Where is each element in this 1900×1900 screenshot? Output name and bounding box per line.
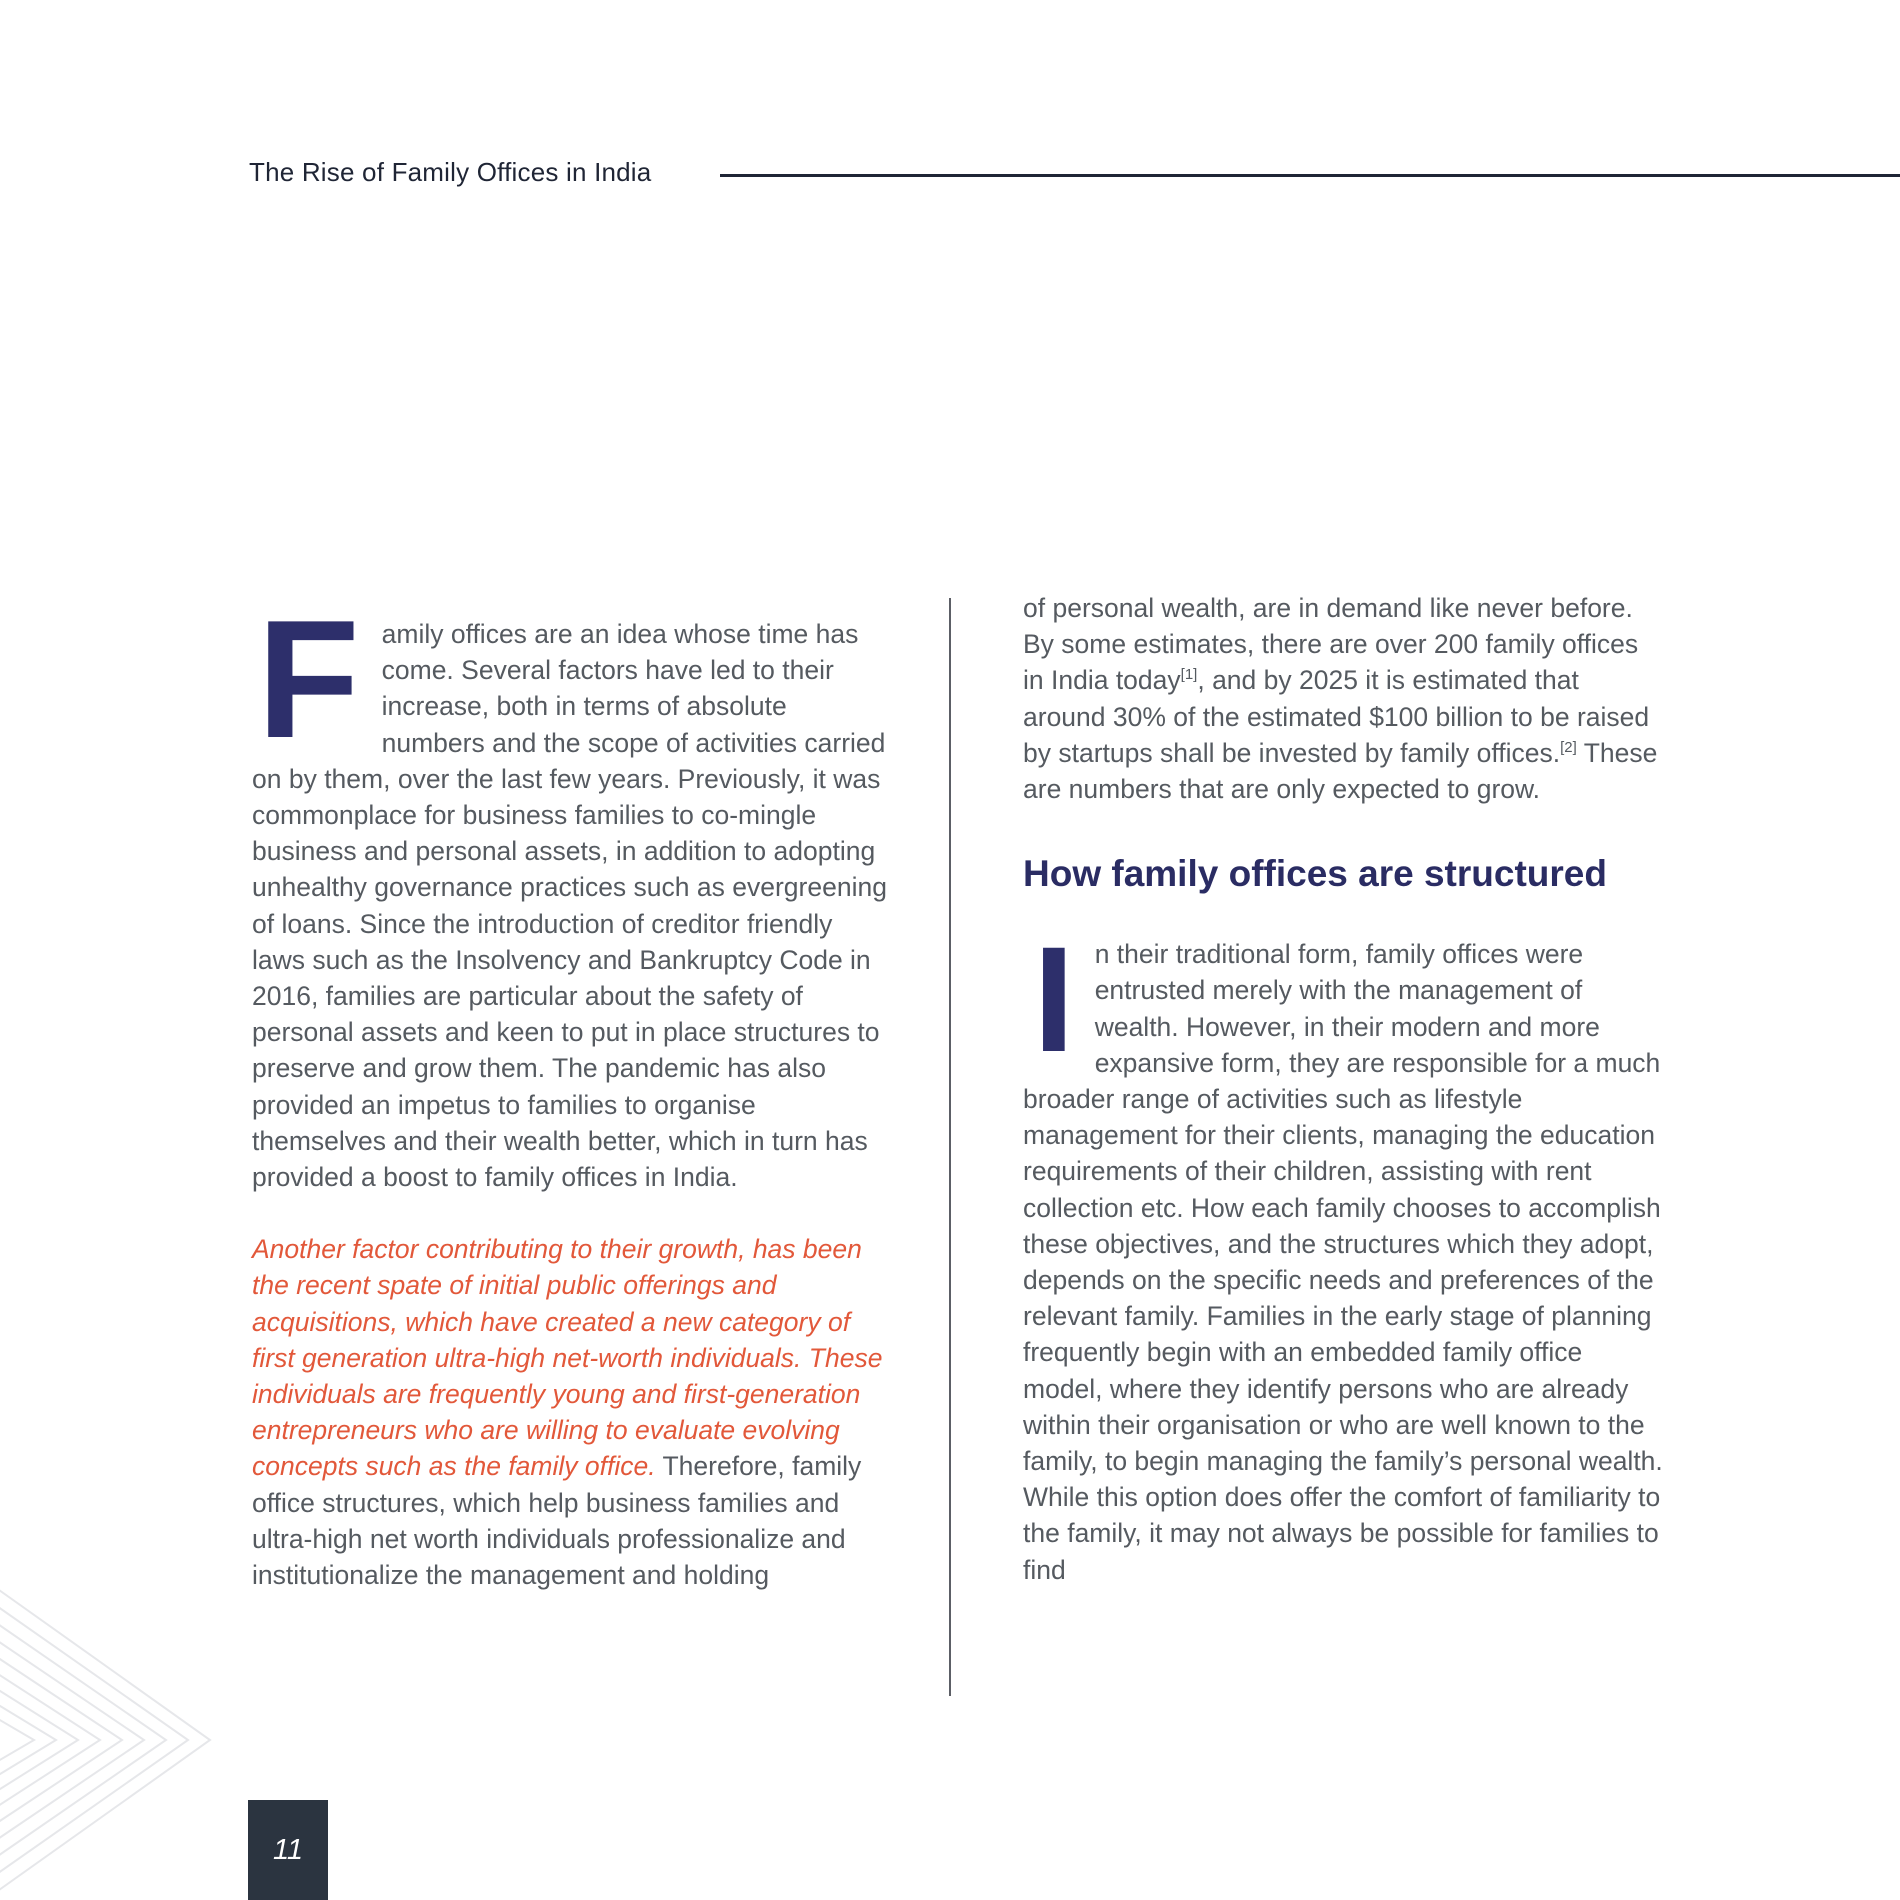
continuation-text-c: These are numbers that are only expected to grow. bbox=[1023, 737, 1658, 805]
structure-paragraph bbox=[1023, 915, 1663, 1588]
page-number-box bbox=[248, 1800, 328, 1900]
page-number: 11 bbox=[272, 1833, 304, 1866]
intro-paragraph-text: amily offices are an idea whose time has come. Several factors have led to their increase, both in terms of absolute numbers and the scope of activities carried on by them, over the last few years. Previously, it was commonplace for business families to co-mingle business and personal assets, in addition to adopting unhealthy governance practices such as evergreening of loans. Since the introduction of creditor friendly laws such as the Insolvency and Bankruptcy Code in 2016, families are particular about the safety of personal assets and keen to put in place structures to preserve and grow them. The pandemic has also provided an impetus to families to organise themselves and their wealth better, which in turn has provided a boost to family offices in India. bbox=[252, 619, 887, 1193]
continuation-paragraph bbox=[1023, 590, 1663, 807]
decorative-chevron-lines bbox=[0, 1420, 240, 1900]
footnote-ref-1: [1] bbox=[1180, 666, 1198, 684]
highlight-quote: Another factor contributing to their growth, has been the recent spate of initial public offerings and acquisitions, which have created a new category of first generation ultra-high net-worth individuals. These individuals are frequently young and first-generation entrepreneurs who are willing to evaluate evolving concepts such as the family office. bbox=[252, 1234, 883, 1482]
dropcap-f: F bbox=[257, 585, 360, 773]
left-column bbox=[252, 585, 887, 1593]
running-header-title: The Rise of Family Offices in India bbox=[249, 157, 652, 187]
section-heading: How family offices are structured bbox=[1023, 853, 1607, 895]
column-divider bbox=[949, 598, 951, 1696]
paragraph-spacer bbox=[252, 1195, 887, 1231]
footnote-ref-2: [2] bbox=[1560, 738, 1577, 756]
intro-paragraph bbox=[252, 585, 887, 1195]
structure-paragraph-text: n their traditional form, family offices were entrusted merely with the management of wealth. However, in their modern and more expansive form, they are responsible for a much broader range of activities such as lifestyle management for their clients, managing the education requirements of their children, assisting with rent collection etc. How each family chooses to accomplish these objectives, and the structures which they adopt, depends on the specific needs and preferences of the relevant family. Families in the early stage of planning frequently begin with an embedded family office model, where they identify persons who are already within their organisation or who are well known to the family, to begin managing the family’s personal wealth. While this option does offer the comfort of familiarity to the family, it may not always be possible for families to find bbox=[1023, 939, 1663, 1585]
continuation-text-b: , and by 2025 it is estimated that around 30% of the estimated $100 billion to be raised by startups shall be invested by family offices. bbox=[1023, 665, 1650, 768]
header-rule bbox=[720, 174, 1900, 177]
growth-paragraph bbox=[252, 1231, 887, 1593]
growth-paragraph-text: Therefore, family office structures, which help business families and ultra-high net worth individuals professionalize and institutionalize the management and holding bbox=[252, 1451, 862, 1591]
continuation-text-a: of personal wealth, are in demand like never before. By some estimates, there are over 200 family offices in India today bbox=[1023, 593, 1639, 696]
dropcap-i: I bbox=[1033, 915, 1075, 1084]
right-column bbox=[1023, 590, 1663, 1588]
